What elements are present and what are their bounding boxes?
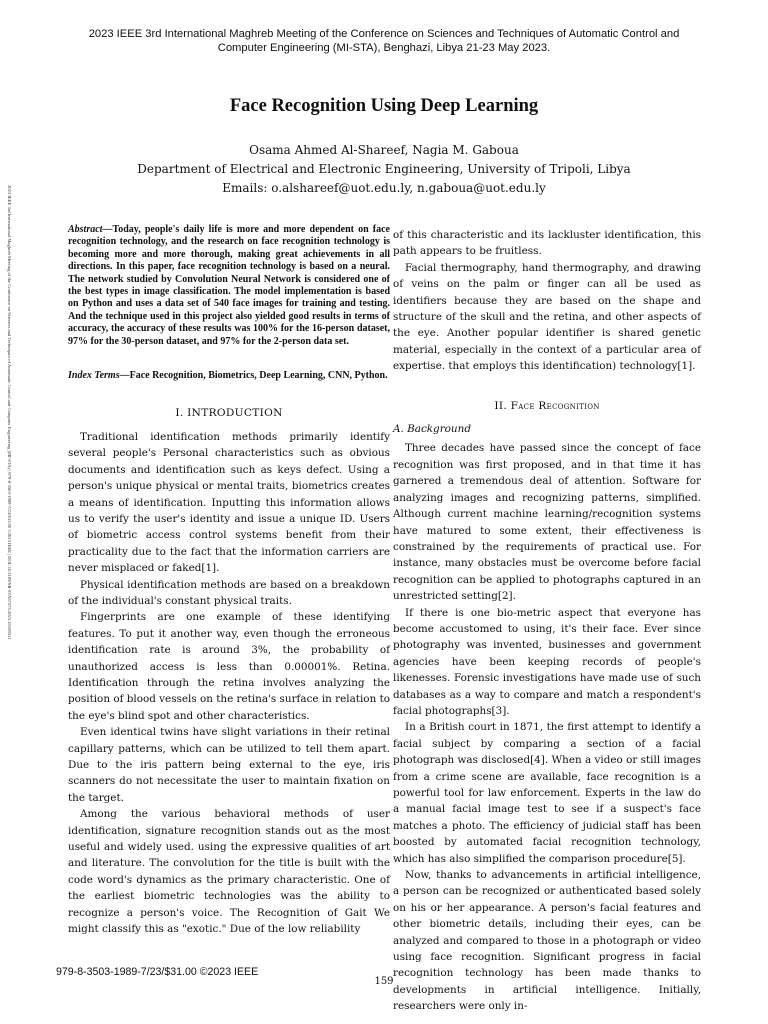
paper-department: Department of Electrical and Electronic Engineering, University of Tripoli, Libya <box>137 162 631 176</box>
intro-paragraph-3: Fingerprints are one example of these identifying features. To put it another way, even though the erroneous identification rate is around 3%, the probability of unauthorized access is less than 0.00001%. Retina. Identification through the retina involves analyzing the position of blood vessels on the retina's surface in relation to the eye's blind spot and other characteristics. <box>68 611 390 722</box>
intro-paragraph-4: Even identical twins have slight variations in their retinal capillary patterns, which can be utilized to tell them apart. Due to the iris pattern being external to the eye, iris scanners do not necessitate the user to maintain fixation on the target. <box>68 726 390 804</box>
conference-header <box>60 27 708 55</box>
continued-paragraph: of this characteristic and its lackluster identification, this path appears to be fruitless. <box>393 229 701 258</box>
background-paragraph-1: Three decades have passed since the concept of face recognition was first proposed, and in that time it has garnered a tremendous deal of attention. Software for analyzing images and recognizing patterns, simplified. Although current machine learning/recognition systems have matured to some extent, their effectiveness is constrained by the requirements of practical use. For instance, many obstacles must be overcome before facial recognition can be applied to photographs captured in an unrestricted setting[2]. <box>393 442 701 603</box>
conference-line-2: Computer Engineering (MI-STA), Benghazi, Libya 21-23 May 2023. <box>217 42 551 54</box>
abstract-text: Today, people's daily life is more and more dependent on face recognition technology, and the research on face recognition technology is becoming more and more thorough, making great achievements in all directions. In this paper, face recognition technology is based on a neural. The network studied by Convolution Neural Network is considered one of the best types in image classification. The model implementation is based on Python and uses a data set of 540 face images for training and testing. And the technique used in this project also yielded good results in terms of accuracy, the accuracy of these results was 100% for the 16-person dataset, 97% for the 30-person dataset, and 97% for the 2-person data set. <box>68 224 390 347</box>
index-terms-text: Face Recognition, Biometrics, Deep Learning, CNN, Python. <box>129 370 388 382</box>
background-paragraph-4: Now, thanks to advancements in artificial intelligence, a person can be recognized or authenticated based solely on his or her appearance. A person's facial features and other biometric details, including their eyes, can be analyzed and compared to those in a photograph or video using face recognition. Significant progress in facial recognition technology has been made thanks to developments in artificial intelligence. Initially, researchers were only in- <box>393 869 701 1013</box>
paper-title: Face Recognition Using Deep Learning <box>229 96 539 116</box>
index-terms <box>68 370 390 382</box>
subsection-heading-background: A. Background <box>393 423 471 436</box>
identifiers-paragraph: Facial thermography, hand thermography, and drawing of veins on the palm or finger can all be used as identifiers because they are based on the shape and structure of the skull and the retina, and other aspects of the eye. Another popular identifier is shared genetic material, especially in the context of a particular area of expertise. that employs this identification) technology[1]. <box>393 261 701 373</box>
side-note <box>3 185 13 720</box>
paper-authors: Osama Ahmed Al-Shareef, Nagia M. Gaboua <box>249 143 519 157</box>
section-heading-face-recognition <box>393 398 701 414</box>
intro-paragraph-5: Among the various behavioral methods of user identification, signature recognition stands out as the most useful and widely used. using the expressive qualities of art and literature. The convolution for the title is built with the code word's dynamics as the primary characteristic. One of the earliest biometric technologies was the ability to recognize a person's voice. The Recognition of Gait We might classify this as "exotic." Due of the low reliability <box>68 808 390 936</box>
footer-copyright: 979-8-3503-1989-7/23/$31.00 ©2023 IEEE <box>56 966 259 978</box>
background-paragraph-3: In a British court in 1871, the first attempt to identify a facial subject by comparing a section of a facial photograph was disclosed[4]. When a video or still images from a crime scene are available, face recognition is a powerful tool for law enforcement. Experts in the law do a manual facial image test to see if a suspect's face matches a photo. The efficiency of judicial staff has been boosted by automated facial recognition technology, which has also simplified the comparison procedure[5]. <box>393 721 701 865</box>
abstract-label: Abstract— <box>68 224 113 235</box>
section2-number: II. <box>494 399 511 412</box>
intro-paragraph-1: Traditional identification methods primarily identify several people's Personal characteristics such as obvious documents and identification such as keys defect. Using a person's unique physical or mental traits, biometrics creates a means of identification. Inputting this information allows us to verify the user's identity and issue a unique ID. Users of biometric access control systems benefit from their practicality due to the fact that the information carriers are never misplaced or faked[1]. <box>68 430 390 575</box>
right-column <box>393 227 701 1015</box>
section-heading-introduction: I. INTRODUCTION <box>175 407 283 420</box>
paper-emails: Emails: o.alshareef@uot.edu.ly, n.gaboua@uot.edu.ly <box>222 181 546 195</box>
section2-title: Face Recognition <box>510 399 600 412</box>
page-number: 159 <box>374 976 394 987</box>
conference-line-1: 2023 IEEE 3rd International Maghreb Meeting of the Conference on Sciences and Techniques of Automatic Control and <box>88 28 680 40</box>
side-note-text: 2023 IEEE 3rd International Maghreb Meeting of the Conference on Sciences and Techniques of Automatic Control and Computer Engineering (MI-STA) | 979-8-3503-1989-7/23/$31.00 ©2023 IEEE | DOI: 10.1109/MI-STA57575.2023.10169531 <box>7 185 12 640</box>
abstract <box>68 224 390 348</box>
intro-paragraph-2: Physical identification methods are based on a breakdown of the individual's constant physical traits. <box>68 578 390 607</box>
background-paragraph-2: If there is one bio-metric aspect that everyone has become accustomed to using, it's their face. Ever since photography was invented, businesses and government agencies have been keeping records of people's likenesses. Forensic investigations have made use of such databases as a way to compare and match a respondent's facial photographs[3]. <box>393 606 701 717</box>
index-terms-label: Index Terms— <box>68 370 130 382</box>
left-column <box>68 224 390 937</box>
